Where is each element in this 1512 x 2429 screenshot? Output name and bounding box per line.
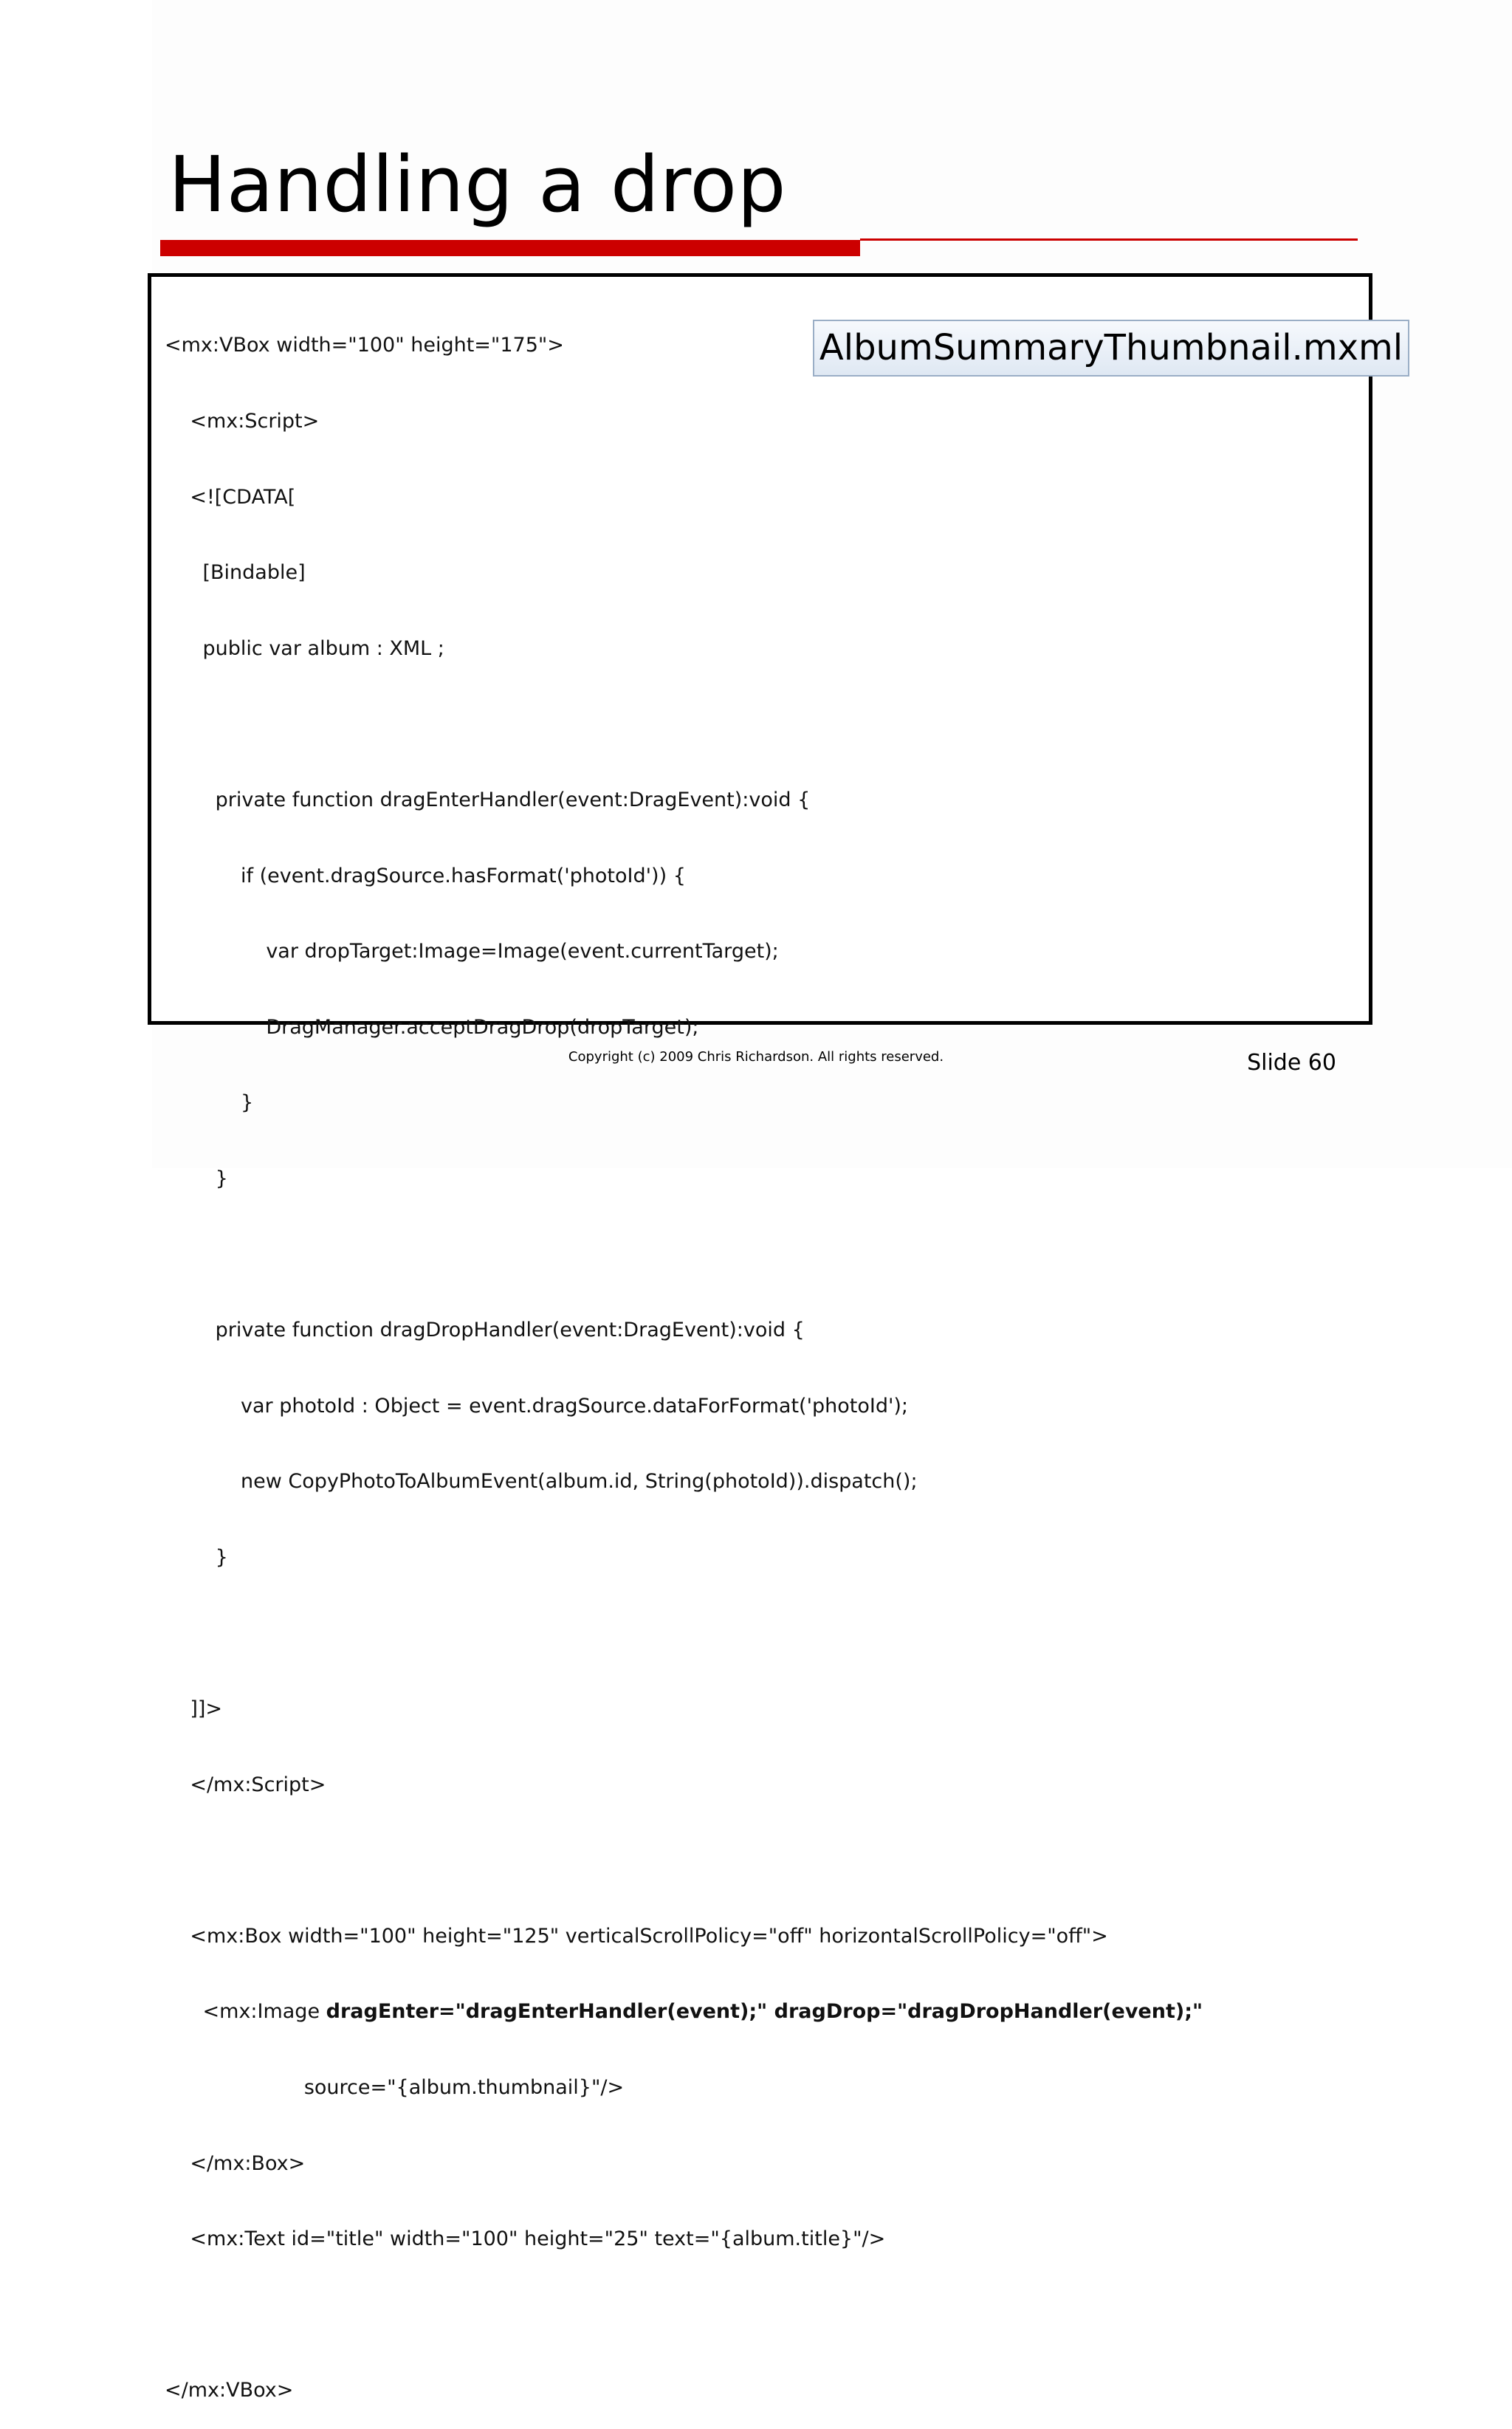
code-line: <mx:Box width="100" height="125" verticalScrollPolicy="off" horizontalScrollPolicy="off"> [165, 1924, 1108, 1948]
code-line [165, 1243, 1203, 1268]
code-line: var photoId : Object = event.dragSource.dataForFormat('photoId'); [165, 1394, 909, 1418]
code-line: DragManager.acceptDragDrop(dropTarget); [165, 1015, 699, 1039]
code-line-image-prefix: <mx:Image [165, 2000, 326, 2024]
code-line: source="{album.thumbnail}"/> [165, 2076, 625, 2100]
code-line-image-handlers: dragEnter="dragEnterHandler(event);" dragDrop="dragDropHandler(event);" [326, 2000, 1203, 2024]
code-line: if (event.dragSource.hasFormat('photoId')) { [165, 864, 686, 887]
filename-callout: AlbumSummaryThumbnail.mxml [813, 320, 1409, 377]
code-line: var dropTarget:Image=Image(event.currentTarget); [165, 940, 779, 963]
code-line: <mx:Script> [165, 410, 320, 433]
code-line [165, 1848, 1203, 1873]
code-line: </mx:Script> [165, 1773, 326, 1796]
title-underline-thick [160, 240, 860, 256]
code-line: </mx:VBox> [165, 2379, 294, 2402]
code-line: } [165, 1091, 254, 1115]
code-line: [Bindable] [165, 561, 306, 585]
slide-title: Handling a drop [168, 140, 787, 230]
code-line [165, 1621, 1203, 1646]
code-line: <mx:Text id="title" width="100" height="25" text="{album.title}"/> [165, 2227, 886, 2251]
copyright-notice: Copyright (c) 2009 Chris Richardson. All rights reserved. [568, 1049, 944, 1065]
code-line: <![CDATA[ [165, 485, 296, 509]
code-line-image-tag [165, 1999, 1203, 2024]
code-line: new CopyPhotoToAlbumEvent(album.id, String(photoId)).dispatch(); [165, 1470, 918, 1494]
code-line: </mx:Box> [165, 2151, 306, 2175]
code-line: private function dragDropHandler(event:DragEvent):void { [165, 1319, 805, 1342]
title-underline-thin [860, 238, 1358, 241]
code-line: <mx:VBox width="100" height="175"> [165, 334, 564, 357]
code-line: ]]> [165, 1697, 223, 1721]
code-listing [165, 283, 1203, 2429]
slide-number: Slide 60 [1247, 1050, 1336, 1076]
code-line: public var album : XML ; [165, 636, 444, 660]
code-line: } [165, 1545, 228, 1569]
code-line [165, 2303, 1203, 2328]
code-line [165, 712, 1203, 737]
code-line: } [165, 1167, 228, 1190]
code-line: private function dragEnterHandler(event:DragEvent):void { [165, 788, 811, 811]
